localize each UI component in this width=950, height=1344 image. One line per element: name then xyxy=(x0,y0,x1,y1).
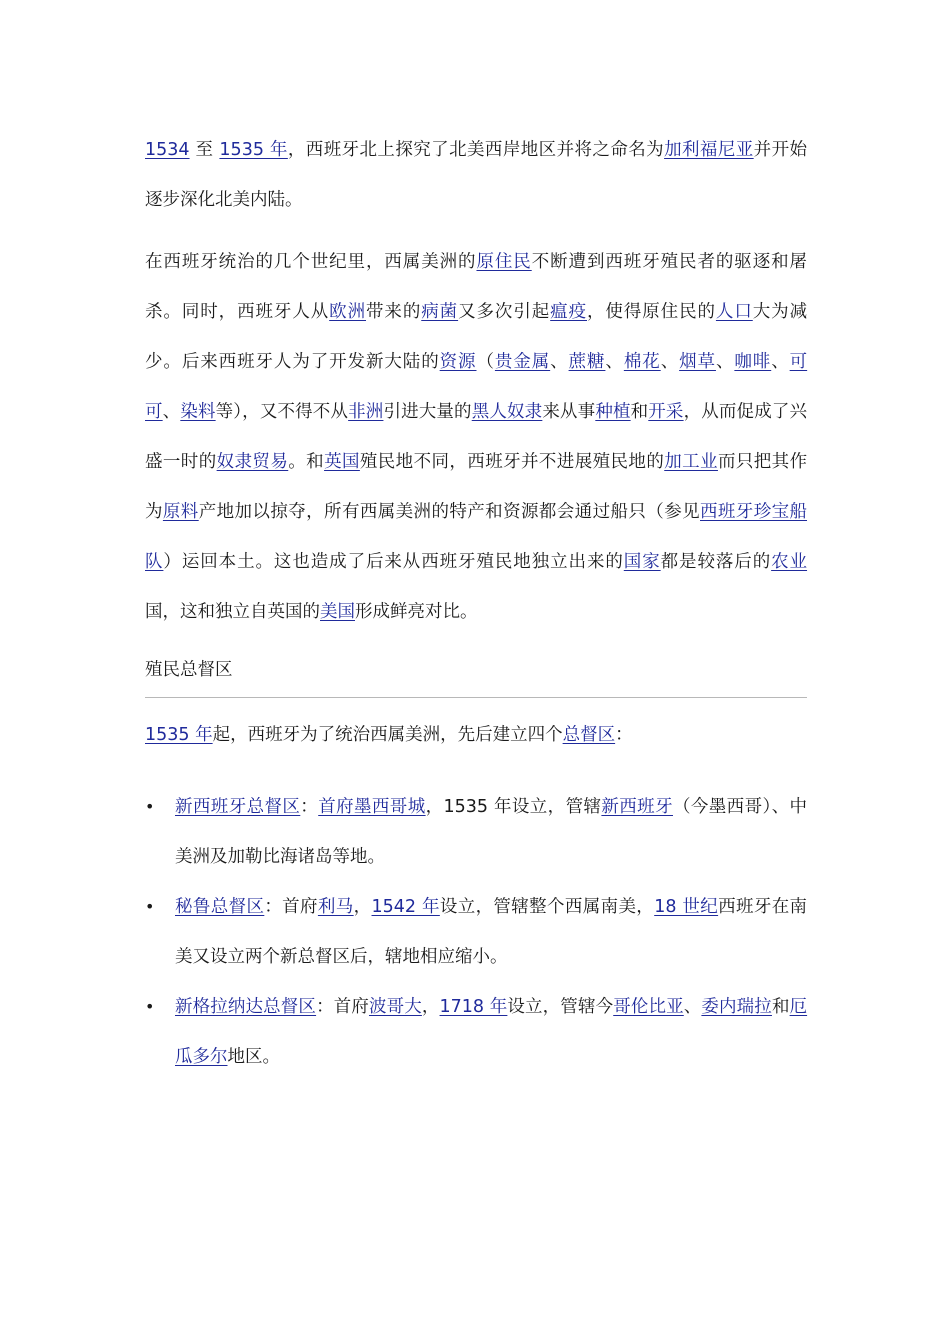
text: 不断遭到西班牙殖民者的驱逐和屠杀。同时，西班牙人从 xyxy=(145,252,808,322)
article-body xyxy=(145,125,807,1082)
link-1535-year[interactable]: 1535 年 xyxy=(145,725,213,745)
text: 国，这和独立自英国的 xyxy=(145,602,320,622)
text: ： xyxy=(300,797,319,817)
paragraph-colonial-rule xyxy=(145,237,807,637)
text: 等），又不得不从 xyxy=(215,402,349,422)
bullet-icon: • xyxy=(145,797,155,816)
text: ，从而促成了兴盛一时的 xyxy=(145,402,808,472)
link-precious-metals[interactable]: 贵金属 xyxy=(494,352,551,372)
paragraph-california xyxy=(145,125,807,225)
link-agriculture[interactable]: 农业 xyxy=(771,552,808,572)
text: 都是较落后的 xyxy=(660,552,772,572)
text: ， xyxy=(421,997,440,1017)
link-new-granada-viceroyalty[interactable]: 新格拉纳达总督区 xyxy=(175,997,317,1017)
text: 带来的 xyxy=(366,302,422,322)
link-processing-industry[interactable]: 加工业 xyxy=(664,452,718,472)
link-plague[interactable]: 瘟疫 xyxy=(550,302,588,322)
text: 形成鲜亮对比。 xyxy=(355,602,478,622)
text: ，西班牙北上探究了北美西岸地区并将之命名为 xyxy=(287,140,665,160)
link-resources[interactable]: 资源 xyxy=(439,352,477,372)
text: 和 xyxy=(630,402,649,422)
link-usa[interactable]: 美国 xyxy=(320,602,355,622)
text: 、 xyxy=(683,997,702,1017)
link-tobacco[interactable]: 烟草 xyxy=(679,352,716,372)
text: ，1535 年设立，管辖 xyxy=(425,797,602,817)
link-coffee[interactable]: 咖啡 xyxy=(734,352,772,372)
text: （ xyxy=(476,352,495,372)
text: 、 xyxy=(605,352,624,372)
link-18th-century[interactable]: 18 世纪 xyxy=(654,897,719,917)
link-california[interactable]: 加利福尼亚 xyxy=(664,140,754,160)
text: 至 xyxy=(189,140,220,160)
text: ： xyxy=(615,725,633,745)
text: 又多次引起 xyxy=(458,302,551,322)
link-new-spain[interactable]: 新西班牙 xyxy=(601,797,673,817)
text: （今墨西哥）、中美洲及加勒比海诸岛等地。 xyxy=(175,797,808,867)
bullet-icon: • xyxy=(145,897,155,916)
text: 引进大量的 xyxy=(383,402,472,422)
link-country[interactable]: 国家 xyxy=(623,552,661,572)
text: 、 xyxy=(550,352,569,372)
link-mining[interactable]: 开采 xyxy=(648,402,684,422)
link-germs[interactable]: 病菌 xyxy=(421,302,459,322)
text: ，使得原住民的 xyxy=(587,302,716,322)
text: 地区。 xyxy=(227,1047,280,1067)
link-new-spain-viceroyalty[interactable]: 新西班牙总督区 xyxy=(175,797,301,817)
text: 来从事 xyxy=(542,402,596,422)
text: 而只把其作为 xyxy=(145,452,808,522)
section-heading: 殖民总督区 xyxy=(145,637,807,698)
link-raw-materials[interactable]: 原料 xyxy=(162,502,199,522)
link-slave-trade[interactable]: 奴隶贸易 xyxy=(216,452,289,472)
text: ， xyxy=(353,897,372,917)
list-item xyxy=(145,782,807,882)
text: 、 xyxy=(162,402,181,422)
text: 西班牙在南美又设立两个新总督区后，辖地相应缩小。 xyxy=(175,897,808,967)
link-lima[interactable]: 利马 xyxy=(317,897,354,917)
link-peru-viceroyalty[interactable]: 秘鲁总督区 xyxy=(175,897,265,917)
link-venezuela[interactable]: 委内瑞拉 xyxy=(701,997,772,1017)
link-cocoa[interactable]: 可可 xyxy=(145,352,808,422)
link-sugar[interactable]: 蔗糖 xyxy=(568,352,606,372)
link-natives[interactable]: 原住民 xyxy=(476,252,532,272)
text: ：首府 xyxy=(264,897,318,917)
link-colombia[interactable]: 哥伦比亚 xyxy=(613,997,684,1017)
text: 殖民地不同，西班牙并不进展殖民地的 xyxy=(359,452,665,472)
text: 和 xyxy=(771,997,790,1017)
text: 设立，管辖今 xyxy=(507,997,614,1017)
link-britain[interactable]: 英国 xyxy=(324,452,360,472)
paragraph-viceroyalties-intro xyxy=(145,710,807,760)
link-viceroyalty[interactable]: 总督区 xyxy=(562,725,616,745)
text: 设立，管辖整个西属南美， xyxy=(439,897,655,917)
text: 产地加以掠夺，所有西属美洲的特产和资源都会通过船只（参见 xyxy=(198,502,700,522)
text: 、 xyxy=(715,352,735,372)
link-population[interactable]: 人口 xyxy=(715,302,753,322)
link-black-slaves[interactable]: 黑人奴隶 xyxy=(471,402,543,422)
text: 大为减少。后来西班牙人为了开发新大陆的 xyxy=(145,302,808,372)
text: 并开始逐步深化北美内陆。 xyxy=(145,140,807,210)
viceroyalty-list xyxy=(145,782,807,1082)
text: 。和 xyxy=(288,452,325,472)
link-capital-mexico-city[interactable]: 首府墨西哥城 xyxy=(318,797,426,817)
link-1534[interactable]: 1534 xyxy=(145,140,190,160)
list-item xyxy=(145,982,807,1082)
text: ：首府 xyxy=(316,997,369,1017)
text: ）运回本土。这也造成了后来从西班牙殖民地独立出来的 xyxy=(163,552,624,572)
bullet-icon: • xyxy=(145,997,155,1016)
link-planting[interactable]: 种植 xyxy=(595,402,631,422)
link-bogota[interactable]: 波哥大 xyxy=(368,997,422,1017)
link-cotton[interactable]: 棉花 xyxy=(623,352,661,372)
link-1535[interactable]: 1535 年 xyxy=(219,140,288,160)
link-1542[interactable]: 1542 年 xyxy=(371,897,440,917)
text: 、 xyxy=(771,352,790,372)
link-africa[interactable]: 非洲 xyxy=(348,402,384,422)
link-1718[interactable]: 1718 年 xyxy=(439,997,508,1017)
link-dye[interactable]: 染料 xyxy=(180,402,216,422)
text: 起，西班牙为了统治西属美洲，先后建立四个 xyxy=(212,725,563,745)
text: 在西班牙统治的几个世纪里，西属美洲的 xyxy=(145,252,477,272)
link-europe[interactable]: 欧洲 xyxy=(329,302,366,322)
list-item xyxy=(145,882,807,982)
link-ecuador[interactable]: 厄瓜多尔 xyxy=(175,997,808,1067)
text: 、 xyxy=(660,352,680,372)
link-treasure-fleet[interactable]: 西班牙珍宝船队 xyxy=(145,502,808,572)
